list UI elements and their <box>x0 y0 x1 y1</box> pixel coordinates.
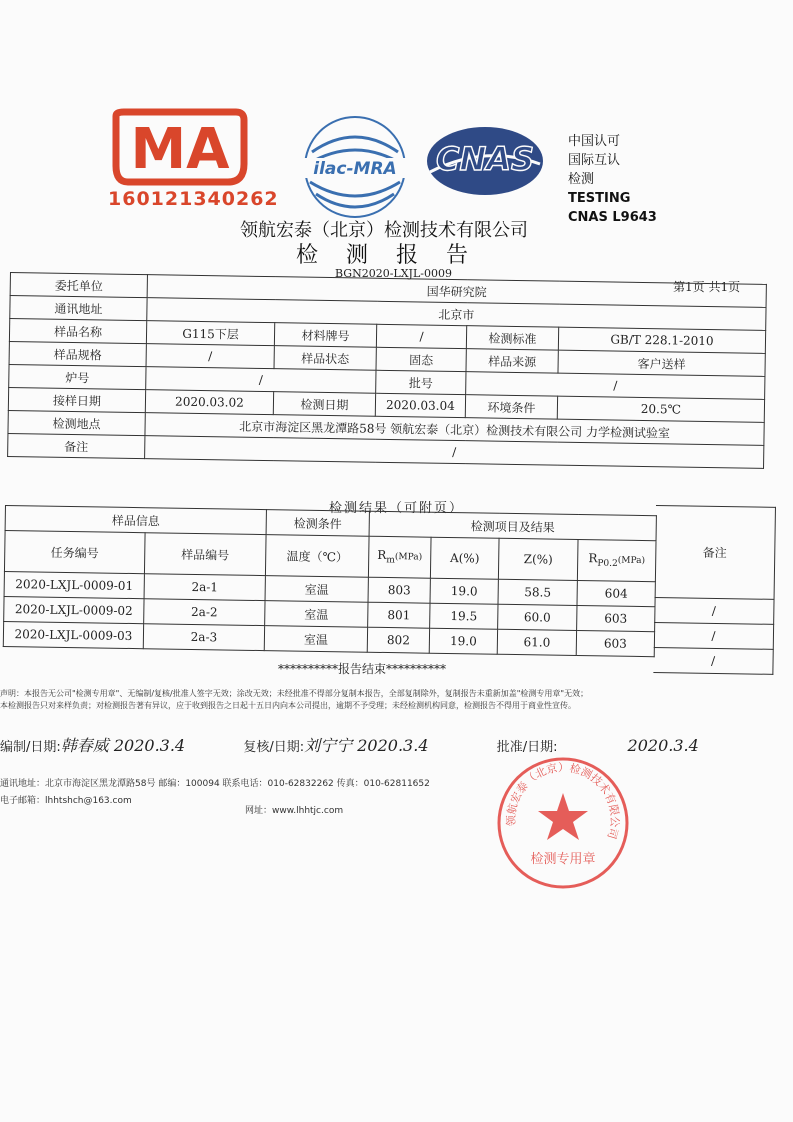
label-cell: 通讯地址 <box>10 296 147 321</box>
cma-number: 160121340262 <box>108 188 279 210</box>
value-cell: 固态 <box>376 347 466 371</box>
task-cell: 2020-LXJL-0009-01 <box>4 571 144 598</box>
value-cell: / <box>376 324 466 348</box>
header-cell: 温度（℃） <box>265 535 369 578</box>
header-text: R <box>377 548 387 563</box>
header-unit: (MPa) <box>394 552 423 563</box>
label-cell: 样品状态 <box>274 346 376 371</box>
label-cell: 接样日期 <box>8 387 145 412</box>
temp-cell: 室温 <box>265 601 368 628</box>
stamp-label: 检测专用章 <box>530 852 596 867</box>
value-cell: / <box>146 344 274 369</box>
approved-label: 批准/日期: <box>496 740 558 755</box>
inspection-seal-stamp <box>495 755 631 891</box>
label-cell: 环境条件 <box>465 395 557 419</box>
label-cell: 炉号 <box>9 364 146 389</box>
value-cell: 20.5℃ <box>557 396 764 422</box>
label-cell: 检测地点 <box>8 410 145 435</box>
cma-logo-text: MA <box>130 117 230 182</box>
results-remark-column <box>653 505 776 675</box>
company-name: 领航宏泰（北京）检测技术有限公司 <box>240 220 528 241</box>
cert-line: 中国认可 <box>568 134 621 149</box>
table-row <box>654 622 774 649</box>
cert-line: 国际互认 <box>568 153 621 168</box>
rm-cell: 803 <box>368 577 430 603</box>
label-cell: 样品来源 <box>466 349 558 373</box>
cnas-logo <box>424 124 546 198</box>
declaration-line-2: 本检测报告只对来样负责；对检测报告著有异议，应于收到报告之日起十五日内向本公司提出，逾期不予受理；未经检测机构同意，检测报告不得用于商业性宣传。 <box>0 701 576 710</box>
report-end-marker: **********报告结束********** <box>278 662 447 676</box>
value-cell: 2020.03.02 <box>145 390 273 415</box>
label-cell: 材料牌号 <box>274 323 376 348</box>
task-cell: 2020-LXJL-0009-03 <box>3 621 143 648</box>
label-cell: 批号 <box>376 370 466 394</box>
sample-cell: 2a-2 <box>144 599 265 626</box>
label-cell: 样品规格 <box>9 341 146 366</box>
report-number: BGN2020-LXJL-0009 <box>335 267 452 280</box>
value-cell: 北京市海淀区黑龙潭路58号 领航宏泰（北京）检测技术有限公司 力学检测试验室 <box>145 413 764 446</box>
contact-email: 电子邮箱：lhhtshch@163.com <box>0 796 132 806</box>
rm-cell: 801 <box>368 602 430 628</box>
signature-line <box>0 733 699 756</box>
approved-signature: 2020.3.4 <box>627 736 699 755</box>
header-cell-rp <box>577 540 656 582</box>
label-cell: 检测日期 <box>273 392 375 417</box>
header-cell: Z(%) <box>498 538 578 580</box>
temp-cell: 室温 <box>265 576 368 603</box>
declaration-line-1: 声明：本报告无公司"检测专用章"、无编制/复核/批准人签字无效；涂改无效；未经批准不得部分复制本报告，全部复制除外，复制报告未重新加盖"检测专用章"无效； <box>0 689 589 698</box>
cnas-logo-text: CNAS <box>435 140 535 178</box>
label-cell: 检测标准 <box>466 326 558 350</box>
report-title: 检测报告 <box>296 243 497 268</box>
a-cell: 19.5 <box>430 603 498 629</box>
value-cell: / <box>145 436 764 469</box>
stamp-ring-text: 领航宏泰（北京）检测技术有限公司 <box>504 761 622 841</box>
value-cell: 2020.03.04 <box>375 393 465 417</box>
temp-cell: 室温 <box>264 626 367 653</box>
reviewed-label: 复核/日期: <box>243 740 305 755</box>
value-cell: GB/T 228.1-2010 <box>558 327 765 353</box>
cert-line: 检测 <box>568 172 595 187</box>
cert-line: CNAS L9643 <box>568 210 657 225</box>
value-cell: G115下层 <box>146 321 274 346</box>
header-cell: 检测条件 <box>266 510 369 537</box>
header-cell: 备注 <box>655 505 776 599</box>
z-cell: 58.5 <box>498 579 577 605</box>
cma-logo <box>110 108 250 188</box>
rp-cell: 603 <box>577 605 655 631</box>
label-cell: 备注 <box>8 433 145 458</box>
rm-cell: 802 <box>367 627 429 653</box>
a-cell: 19.0 <box>430 578 498 604</box>
sample-cell: 2a-3 <box>143 624 264 651</box>
header-subscript: m <box>386 555 395 566</box>
label-cell: 委托单位 <box>10 273 147 298</box>
header-text: R <box>588 551 598 566</box>
remark-cell: / <box>653 647 773 674</box>
reviewed-signature: 刘宁宁 2020.3.4 <box>304 736 429 755</box>
prepared-label: 编制/日期: <box>0 740 61 755</box>
ilac-logo-text: ilac-MRA <box>313 159 397 179</box>
table-row <box>654 597 774 624</box>
header-cell: 检测项目及结果 <box>369 511 656 541</box>
table-row <box>653 647 773 674</box>
value-cell: / <box>146 367 376 394</box>
value-cell: 国华研究院 <box>147 275 766 308</box>
header-cell: 样品编号 <box>144 533 266 576</box>
value-cell: 客户送样 <box>558 350 765 376</box>
header-cell: 任务编号 <box>4 531 145 574</box>
z-cell: 61.0 <box>497 629 576 655</box>
header-cell: 样品信息 <box>5 506 266 535</box>
results-title: 检测结果（可附页） <box>328 501 464 516</box>
label-cell: 样品名称 <box>9 319 146 344</box>
results-table <box>3 505 657 657</box>
value-cell: 北京市 <box>147 298 766 331</box>
accreditation-text <box>568 132 657 227</box>
a-cell: 19.0 <box>429 628 497 654</box>
sample-cell: 2a-1 <box>144 574 265 601</box>
value-cell: / <box>466 372 765 400</box>
task-cell: 2020-LXJL-0009-02 <box>4 596 144 623</box>
header-cell-rm <box>368 536 431 578</box>
remark-cell: / <box>654 597 774 624</box>
prepared-signature: 韩春威 2020.3.4 <box>60 736 186 755</box>
cert-line: TESTING <box>568 191 631 206</box>
rp-cell: 603 <box>576 630 654 656</box>
sample-info-table <box>7 272 767 469</box>
page-number: 第1页 共1页 <box>673 280 741 294</box>
contact-address: 通讯地址：北京市海淀区黑龙潭路58号 邮编：100094 联系电话：010-62832262 传真：010-62811652 <box>0 779 430 789</box>
ilac-mra-logo <box>300 112 410 222</box>
header-cell: A(%) <box>430 537 499 579</box>
remark-cell: / <box>654 622 774 649</box>
header-unit: (MPa) <box>617 555 646 567</box>
rp-cell: 604 <box>577 581 655 607</box>
contact-website: 网址：www.lhhtjc.com <box>245 806 344 816</box>
header-subscript: P0.2 <box>597 558 618 570</box>
z-cell: 60.0 <box>498 604 577 630</box>
table-header-row <box>655 505 776 599</box>
